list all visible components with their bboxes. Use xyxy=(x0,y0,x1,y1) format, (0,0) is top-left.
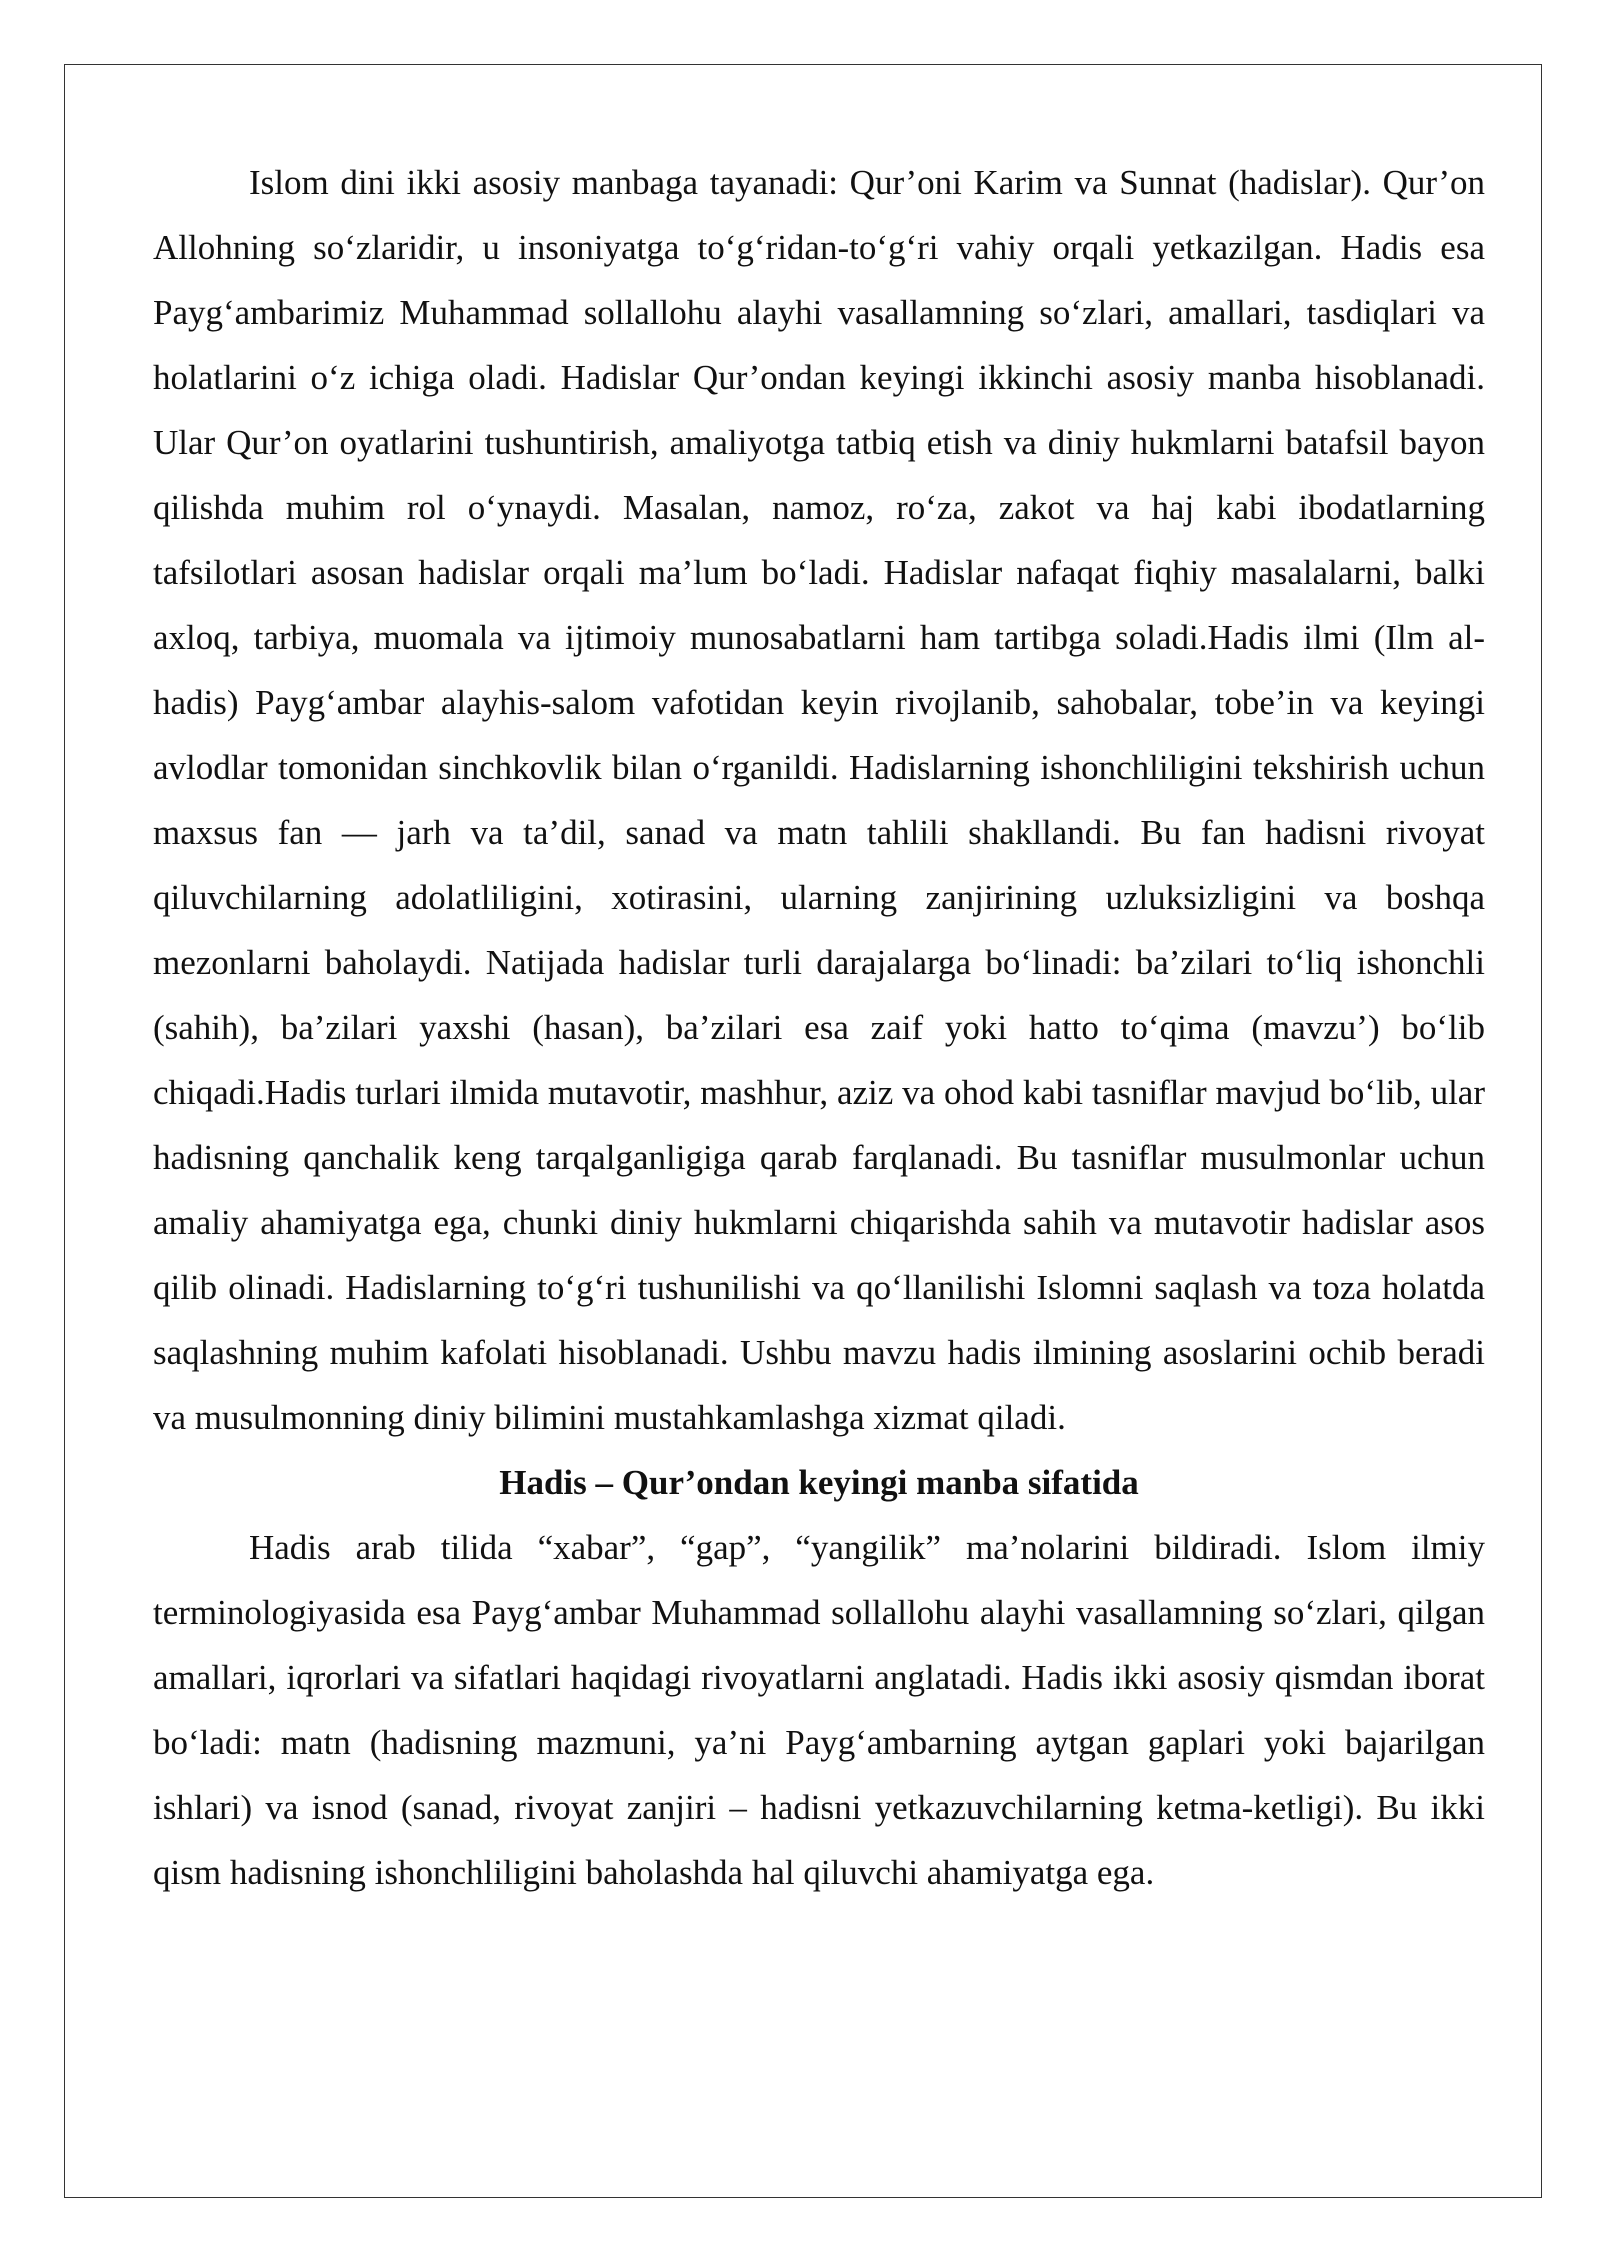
section-heading: Hadis – Qur’ondan keyingi manba sifatida xyxy=(499,1463,1139,1502)
document-body xyxy=(153,150,1485,1905)
definition-paragraph: Hadis arab tilida “xabar”, “gap”, “yangilik” ma’nolarini bildiradi. Islom ilmiy terminologiyasida esa Payg‘ambar Muhammad sollallohu alayhi vasallamning so‘zlari, qilgan amallari, iqrorlari va sifatlari haqidagi rivoyatlarni anglatadi. Hadis ikki asosiy qismdan iborat bo‘ladi: matn (hadisning mazmuni, ya’ni Payg‘ambarning aytgan gaplari yoki bajarilgan ishlari) va isnod (sanad, rivoyat zanjiri – hadisni yetkazuvchilarning ketma-ketligi). Bu ikki qism hadisning ishonchliligini baholashda hal qiluvchi ahamiyatga ega. xyxy=(153,1528,1485,1892)
intro-paragraph: Islom dini ikki asosiy manbaga tayanadi: Qur’oni Karim va Sunnat (hadislar). Qur’on Allohning so‘zlaridir, u insoniyatga to‘g‘ridan-to‘g‘ri vahiy orqali yetkazilgan. Hadis esa Payg‘ambarimiz Muhammad sollallohu alayhi vasallamning so‘zlari, amallari, tasdiqlari va holatlarini o‘z ichiga oladi. Hadislar Qur’ondan keyingi ikkinchi asosiy manba hisoblanadi. Ular Qur’on oyatlarini tushuntirish, amaliyotga tatbiq etish va diniy hukmlarni batafsil bayon qilishda muhim rol o‘ynaydi. Masalan, namoz, ro‘za, zakot va haj kabi ibodatlarning tafsilotlari asosan hadislar orqali ma’lum bo‘ladi. Hadislar nafaqat fiqhiy masalalarni, balki axloq, tarbiya, muomala va ijtimoiy munosabatlarni ham tartibga soladi.Hadis ilmi (Ilm al-hadis) Payg‘ambar alayhis-salom vafotidan keyin rivojlanib, sahobalar, tobe’in va keyingi avlodlar tomonidan sinchkovlik bilan o‘rganildi. Hadislarning ishonchliligini tekshirish uchun maxsus fan — jarh va ta’dil, sanad va matn tahlili shakllandi. Bu fan hadisni rivoyat qiluvchilarning adolatliligini, xotirasini, ularning zanjirining uzluksizligini va boshqa mezonlarni baholaydi. Natijada hadislar turli darajalarga bo‘linadi: ba’zilari to‘liq ishonchli (sahih), ba’zilari yaxshi (hasan), ba’zilari esa zaif yoki hatto to‘qima (mavzu’) bo‘lib chiqadi.Hadis turlari ilmida mutavotir, mashhur, aziz va ohod kabi tasniflar mavjud bo‘lib, ular hadisning qanchalik keng tarqalganligiga qarab farqlanadi. Bu tasniflar musulmonlar uchun amaliy ahamiyatga ega, chunki diniy hukmlarni chiqarishda sahih va mutavotir hadislar asos qilib olinadi. Hadislarning to‘g‘ri tushunilishi va qo‘llanilishi Islomni saqlash va toza holatda saqlashning muhim kafolati hisoblanadi. Ushbu mavzu hadis ilmining asoslarini ochib beradi va musulmonning diniy bilimini mustahkamlashga xizmat qiladi. xyxy=(153,163,1485,1437)
